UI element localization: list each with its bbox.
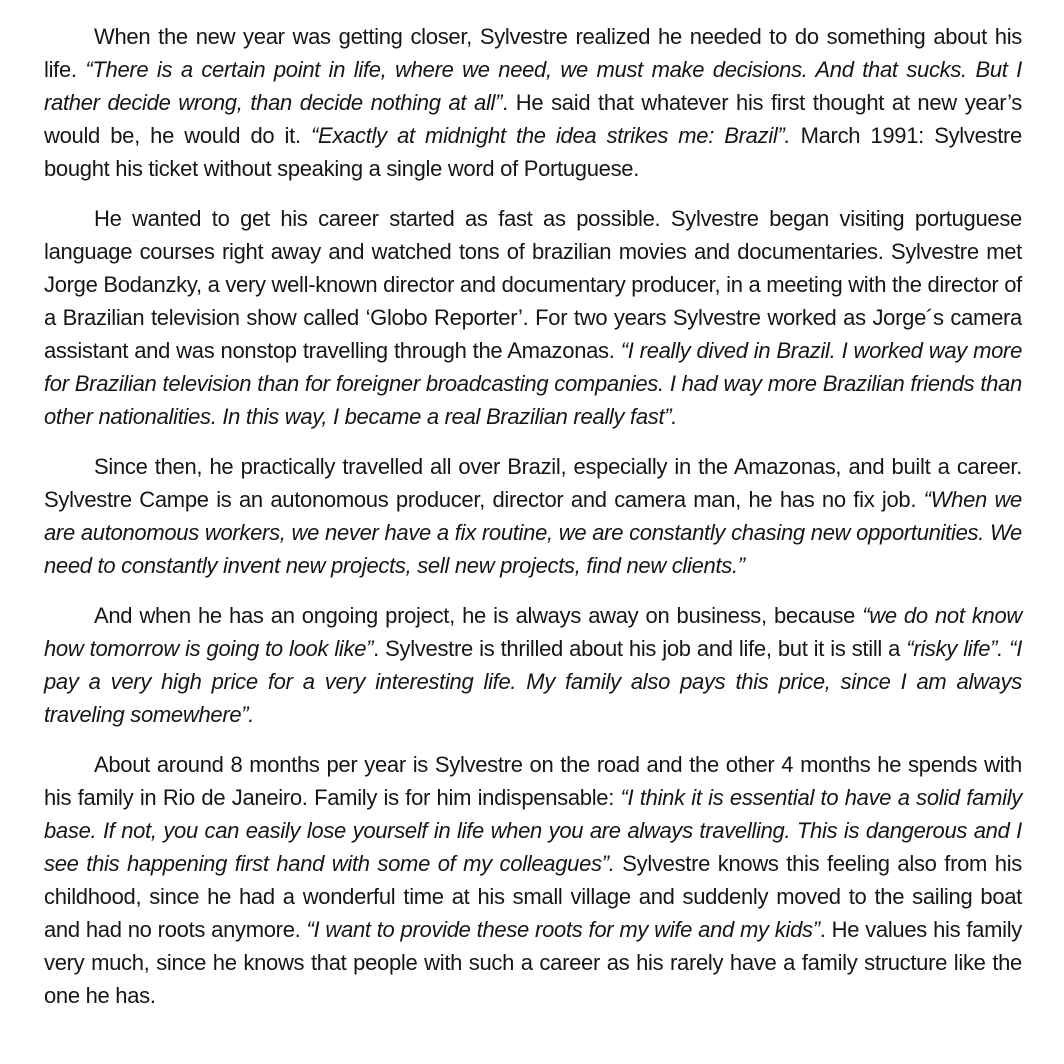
text-run: March 1991: Sylvestre bought his ticket without speaking a single word of Portuguese.: [44, 123, 1022, 181]
quote-text-run: “I think it is essential to have a solid family base. If not, you can easily lose yourself in life when you are always travelling. This is dangerous and I see this happening first hand with some of my colleagues”.: [44, 785, 1022, 876]
quote-text-run: “I pay a very high price for a very interesting life. My family also pays this price, since I am always traveling somewhere”.: [44, 636, 1023, 727]
text-run: When the new year was getting closer, Sylvestre realized he needed to do something about his life.: [44, 24, 1022, 82]
quote-text-run: “Exactly at midnight the idea strikes me: Brazil”.: [311, 123, 791, 148]
quote-text-run: “I really dived in Brazil. I worked way more for Brazilian television than for foreigner broadcasting companies. I had way more Brazilian friends than other nationalities. In this way, I became a real Brazilian really fast”.: [44, 338, 1023, 429]
article-body: [44, 20, 1022, 1012]
text-run: . He said that whatever his first thought at new year’s would be, he would do it.: [44, 90, 1022, 148]
text-run: About around 8 months per year is Sylvestre on the road and the other 4 months he spends with his family in Rio de Janeiro. Family is for him indispensable:: [44, 752, 1022, 810]
text-run: And when he has an ongoing project, he is always away on business, because: [94, 603, 863, 628]
paragraph-5: [44, 748, 1022, 1012]
quote-text-run: “we do not know how tomorrow is going to look like”: [44, 603, 1022, 661]
quote-text-run: “There is a certain point in life, where we need, we must make decisions. And that sucks. But I rather decide wrong, than decide nothing at all”: [44, 57, 1022, 115]
quote-text-run: “I want to provide these roots for my wife and my kids”: [306, 917, 820, 942]
text-run: Sylvestre knows this feeling also from his childhood, since he had a wonderful time at his small village and suddenly moved to the sailing boat and had no roots anymore.: [44, 851, 1022, 942]
quote-text-run: “When we are autonomous workers, we never have a fix routine, we are constantly chasing new opportunities. We need to constantly invent new projects, sell new projects, find new clients.”: [44, 487, 1022, 578]
paragraph-2: [44, 202, 1022, 433]
text-run: He wanted to get his career started as fast as possible. Sylvestre began visiting portuguese language courses right away and watched tons of brazilian movies and documentaries. Sylvestre met Jorge Bodanzky, a very well-known director and documentary producer, in a meeting with the director of a Brazilian television show called ‘Globo Reporter’. For two years Sylvestre worked as Jorge´s camera assistant and was nonstop travelling through the Amazonas.: [44, 206, 1022, 363]
paragraph-3: [44, 450, 1022, 582]
paragraph-1: [44, 20, 1022, 185]
text-run: Since then, he practically travelled all over Brazil, especially in the Amazonas, and built a career. Sylvestre Campe is an autonomous producer, director and camera man, he has no fix job.: [44, 454, 1022, 512]
text-run: . He values his family very much, since he knows that people with such a career as his rarely have a family structure like the one he has.: [44, 917, 1022, 1008]
quote-text-run: “risky life”.: [906, 636, 1003, 661]
paragraph-4: [44, 599, 1022, 731]
text-run: . Sylvestre is thrilled about his job and life, but it is still a: [373, 636, 907, 661]
